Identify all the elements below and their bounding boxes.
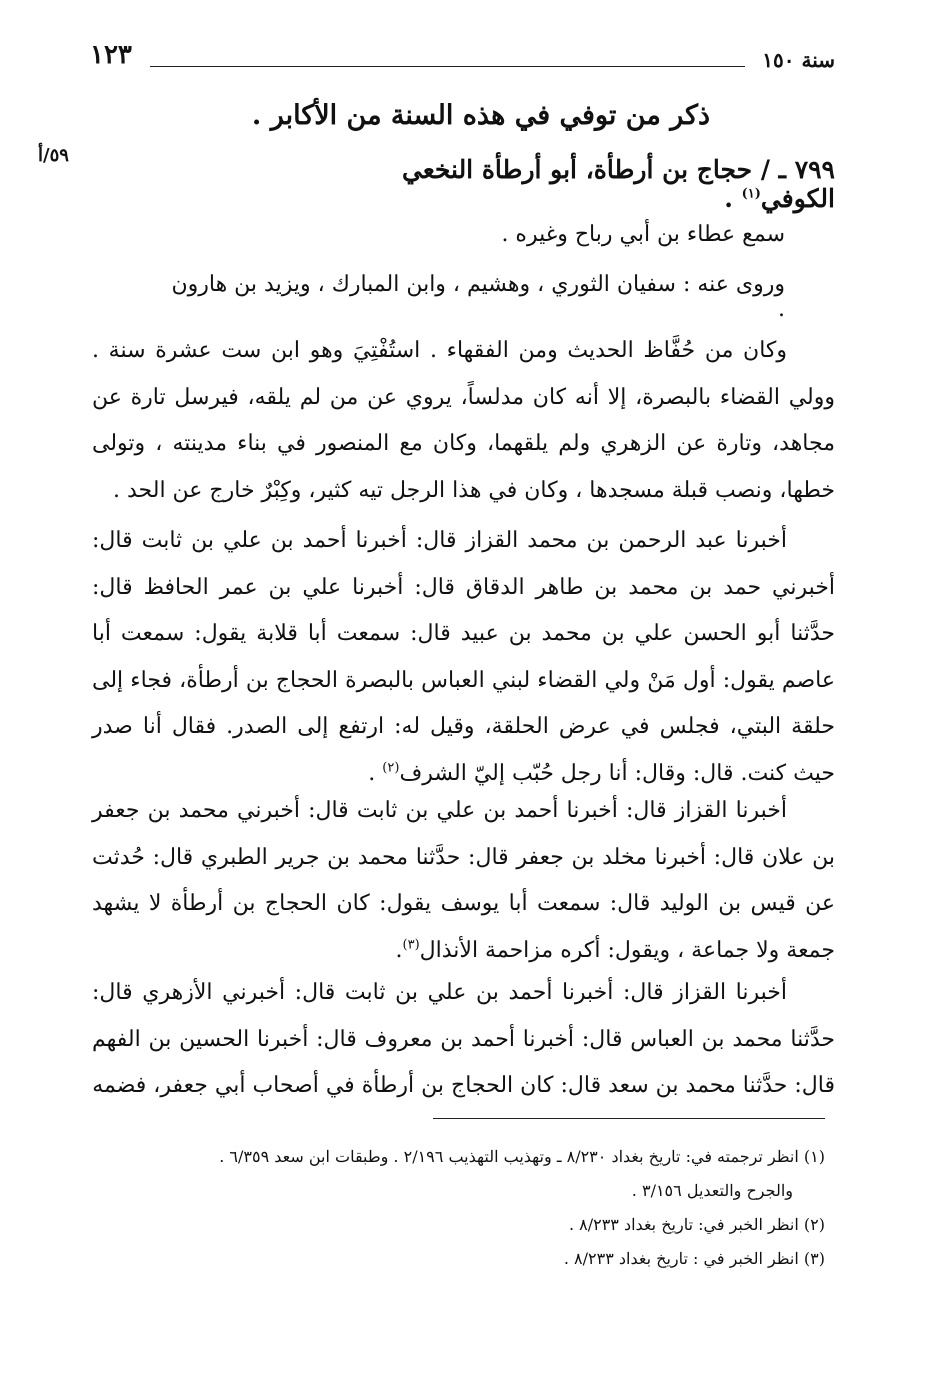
- footnote-ref-2: (٢): [382, 760, 400, 776]
- paragraph-isnad-2-text: أخبرنا القزاز قال: أخبرنا أحمد بن علي بن ثابت قال: أخبرني محمد بن جعفر بن علان قال: أخبرنا مخلد بن جعفر قال: حدَّثنا محمد بن جرير الطبري قال: حُدثت عن قيس بن الوليد قال: سمعت أبا يوسف يقول: كان الحجاج بن أرطأة لا يشهد جمعة ولا جماعة ، ويقول: أكره مزاحمة الأنذال: [92, 798, 835, 963]
- footnote-1-text: (١) انظر ترجمته في: تاريخ بغداد ٨/٢٣٠ ـ وتهذيب التهذيب ٢/١٩٦ . وطبقات ابن سعد ٦/٣٥٩ .: [219, 1147, 825, 1166]
- header-rule: [150, 66, 745, 67]
- page-header: [80, 40, 835, 80]
- footnote-1: [92, 1140, 825, 1208]
- paragraph-isnad-1-end: .: [368, 760, 383, 786]
- paragraph-isnad-2: [92, 788, 835, 974]
- paragraph-isnad-3: أخبرنا القزاز قال: أخبرنا أحمد بن علي بن ثابت قال: أخبرني الأزهري قال: حدَّثنا محمد بن العباس قال: أخبرنا أحمد بن معروف قال: أخبرنا الحسين بن الفهم قال: حدَّثنا محمد بن سعد قال: كان الحجاج بن أرطأة في أصحاب أبي جعفر، فضمه: [92, 980, 835, 1098]
- page-number: ١٢٣: [90, 40, 132, 70]
- paragraph-biography: وكان من حُفَّاظ الحديث ومن الفقهاء . استُفْتِيَ وهو ابن ست عشرة سنة . وولي القضاء بالبصرة، إلا أنه كان مدلساً، يروي عن من لم يلقه، فيرسل تارة عن مجاهد، وتارة عن الزهري ولم يلقهما، وكان مع المنصور في بناء مدينته ، وتولى خطها، ونصب قبلة مسجدها ، وكان في هذا الرجل تيه كثير، وكِبْرٌ خارج عن الحد .: [92, 338, 835, 503]
- footnote-2: (٢) انظر الخبر في: تاريخ بغداد ٨/٢٣٣ .: [568, 1215, 825, 1234]
- narrated-by-line: وروى عنه : سفيان الثوري ، وهشيم ، وابن المبارك ، ويزيد بن هارون .: [171, 272, 785, 322]
- footnote-3: (٣) انظر الخبر في : تاريخ بغداد ٨/٢٣٣ .: [563, 1249, 825, 1268]
- heard-from-line: سمع عطاء بن أبي رباح وغيره .: [501, 222, 785, 247]
- entry-heading-text: ٧٩٩ ـ / حجاج بن أرطأة، أبو أرطأة النخعي الكوفي: [401, 155, 835, 213]
- entry-heading: [340, 155, 835, 213]
- paragraph-isnad-1-text: أخبرنا عبد الرحمن بن محمد القزاز قال: أخبرنا أحمد بن علي بن ثابت قال: أخبرني حمد بن محمد بن طاهر الدقاق قال: أخبرنا علي بن عمر الحافظ قال: حدَّثنا أبو الحسن علي بن محمد بن عبيد قال: سمعت أبا قلابة يقول: سمعت أبا عاصم يقول: أول مَنْ ولي القضاء لبني العباس بالبصرة الحجاج بن أرطأة، فجاء إلى حلقة البتي، فجلس في عرض الحلقة، وقيل له: ارتفع إلى الصدر. فقال أنا صدر حيث كنت. قال: وقال: أنا رجل حُبّب إليّ الشرف: [92, 528, 835, 786]
- footnote-ref-3: (٣): [402, 937, 420, 953]
- paragraph-isnad-1: [92, 518, 835, 797]
- footnote-ref-1: (١): [741, 186, 761, 202]
- entry-heading-end: .: [724, 184, 742, 213]
- margin-manuscript-ref: ٥٩/أ: [38, 145, 69, 166]
- paragraph-isnad-2-end: .: [395, 937, 403, 963]
- running-title: سنة ١٥٠: [762, 48, 835, 72]
- footnote-separator: [433, 1118, 825, 1119]
- footnote-1-continuation: والجرح والتعديل ٣/١٥٦ .: [631, 1181, 793, 1200]
- section-title: ذكر من توفي في هذه السنة من الأكابر .: [251, 100, 710, 131]
